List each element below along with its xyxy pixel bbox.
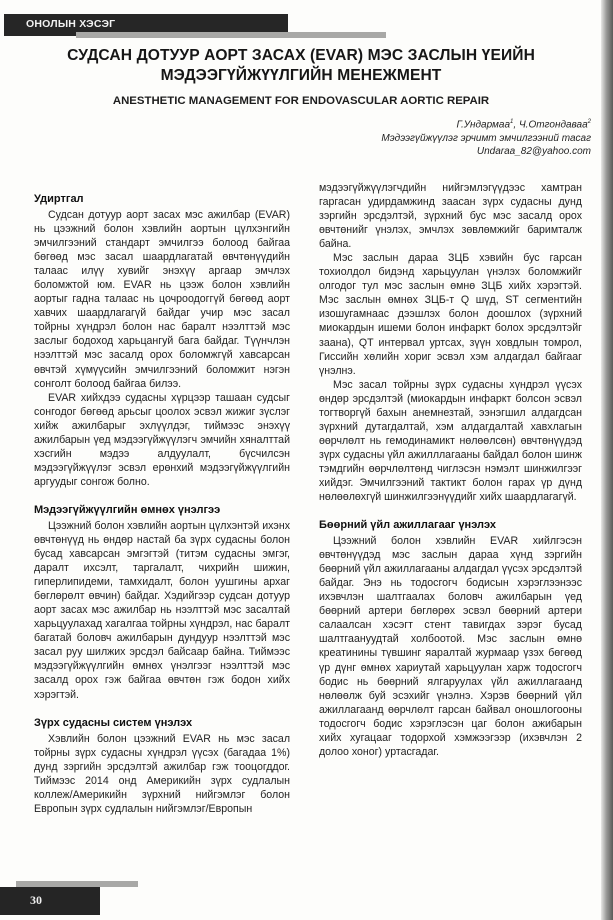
heading-renal-assessment: Бөөрний үйл ажиллагааг үнэлэх [319,519,497,532]
paragraph: Мэс засал тойрны зүрх судасны хүндрэл үүсэх өндөр эрсдэлтэй (миокардын инфаркт болсон эсвэл тогтворгүй бахын анемнезтай, ээнэгшил алдагдсан зүрхний дутагдалтай, хэм алдагдалтай хавхлагын өөрчлөлт нь гемодинамикт нөлөөлсөн) өвчтөнүүдэд зүрх судасны үйл ажилллагааны байдал болон шинж тэмдгийн өөрчлөлтөнд чиглэсэн нэмэлт шинжилгээг хийдэг. Эмчилгээний тактикт болон гарах үр дүнд нөлөөлөхгүй шинжилгээнүүдийг хийх шаардлагагүй. [319,378,582,504]
footer-bar [0,887,100,915]
left-column [34,192,290,816]
author-1: Г.Ундармаа [456,119,511,131]
article-subtitle: ANESTHETIC MANAGEMENT FOR ENDOVASCULAR AORTIC REPAIR [112,95,490,107]
author-names [271,116,591,132]
author-2-affiliation-mark: 2 [587,119,591,125]
author-block [271,116,591,159]
paragraph: Мэс заслын дараа ЗЦБ хэвийн бус гарсан тохиолдол бидэнд харьцуулан үнэлэх боломжийг олгодог тул мэс заслын өмнө ЗЦБ хийх хэрэгтэй. Мэс заслын өмнөх ЗЦБ-т Q шүд, ST сегментийн изошугамнаас дээшлэх болон доошлох (зүрхний миокардын ишеми болон инфаркт болох эрсдэлтэйг заана), QT интервал уртсах, зүүн ховдлын томрол, Гиссийн хөлийн хориг эсвэл хэм алдагдал байгааг үнэлнэ. [319,252,582,377]
right-column [319,181,582,759]
author-affiliation: Мэдээгүйжүүлэг эрчимт эмчилгээний тасаг [381,132,591,144]
heading-introduction: Удиртгал [34,193,84,205]
heading-preoperative-assessment: Мэдээгүйжүүлгийн өмнөх үнэлгээ [34,503,221,516]
page-binding-shadow [601,0,613,920]
paragraph: EVAR хийхдээ судасны хүрцээр ташаан судсыг сонгодог бөгөөд арьсыг цоолох эсвэл жижиг зүслэг хийж ажилбарыг эхлүүлдэг, тиймээс энэхүү ажилбарын үед мэдээгүйжүүлэгч эмчийн хяналттай хэсгийн мэдээ алдуулалт, бүсчилсэн мэдээгүйжүүлэг эсвэл ерөнхий мэдээгүйжүүлгийн аргуудыг сонгож болно. [34,391,290,488]
paragraph: Хэвлийн болон цээжний EVAR нь мэс засал тойрны зүрх судасны хүндрэл үүсэх (багадаа 1%) дунд зэргийн эрсдэлтэй ажилбар гэж тооцогддог. Тиймээс 2014 онд Америкийн зүрх судлалын коллеж/Америкийн зүрхний нийгэмлэг болон Европын зүрх судлалын нийгэмлэг/Европын [34,732,290,815]
paragraph: Цээжний болон хэвлийн аортын цүлхэнтэй ихэнх өвчтөнүүд нь өндөр настай ба зүрх судасны болон бусад хавсарсан эмгэгтэй (титэм судасны эмгэг, даралт ихсэлт, таргалалт, чихрийн шижин, гиперлипидеми, тамхидалт, болон уушгины архаг бөглөрөлт өвчин) байдаг. Хэдийгээр судсан дотуур аорт засах мэс ажилбар нь нээлттэй мэс засалтай харьцуулахад хагалгаа тойрны хүндрэл, нас баралт багатай боловч ажилбарын дундуур нээлттэй мэс засал руу шилжих эрсдэл байсаар байна. Тиймээс мэдээгүйжүүлгийн өмнөх үнэлгээг нээлттэй мэс засалд орох гэж байгаа өвчтөн гэж бодон хийх хэрэгтэй. [34,519,290,701]
author-1-affiliation-mark: 1 [510,119,514,125]
article-title: СУДСАН ДОТУУР АОРТ ЗАСАХ (EVAR) МЭС ЗАСЛЫН ҮЕИЙН МЭДЭЭГҮЙЖҮҮЛГИЙН МЕНЕЖМЕНТ [67,47,535,84]
paragraph: Цээжний болон хэвлийн EVAR хийлгэсэн өвчтөнүүдэд мэс заслын дараа хүнд зэргийн бөөрний үйл ажиллагааны алдагдал үүсэх эрсдэлтэй байдаг. Энэ нь тодосгогч бодисын хэрэглээнээс ихэвчлэн шалтгаалах боловч ажилбарын үед бөөрний артери бөглөрөх эсвэл бөөрний артери салаалсан хэсэгт стент тавигдах зэрэг бусад шалтгаануудтай холбоотой. Мэс заслын өмнө креатинины түвшинг яаралтай журмаар үзэх бөгөөд үр дүнг өмнөх хариутай харьцуулан харж тодосгогч бодис нь бөөрний ялгаруулах үйл ажиллагаанд нөлөөлж буй эсэхийг үнэлнэ. Хэрэв бөөрний үйл ажиллагаанд өөрчлөлт гарсан байвал оношлогооны тодосгогч бодис хэрэглэсэн цаг болон ажибарын хийх хугацааг тодорхой хэмжээгээр (ихэвчлэн 2 долоо хоног) уртасгадаг. [319,535,582,758]
section-header-accent [76,32,386,38]
author-email[interactable]: Undaraa_82@yahoo.com [476,146,591,158]
paragraph: Судсан дотуур аорт засах мэс ажилбар (EVAR) нь цээжний болон хэвлийн аортын цүлхэнгийн эмчилгээний стандарт эмчилгээ болоод байгаа бөгөөд мэс засал шаардлагатай өвчтөнүүдийн талаас илүү хувийг энэхүү аргаар эмчлэх боломжтой юм. EVAR нь цээж болон хэвлийн аортыг гадна талаас нь цочроодоггүй бөгөөд аорт хавчих шаардлагагүй байдаг учир мэс засал тойрны хүндрэл болон нас баралт нээлттэй мэс заслыг бодоход харьцангуй бага байдаг. Түүнчлэн нээлттэй мэс засалд орох боломжгүй хавсарсан өвчтэй хүмүүсийн эмчилгээний боломжит нэгэн сонголт болоод байгаа билээ. [34,209,290,390]
heading-cardiovascular-assessment: Зүрх судасны систем үнэлэх [34,716,193,729]
section-label: ОНОЛЫН ХЭСЭГ [26,18,116,30]
paragraph-continued: мэдээгүйжүүлэгчдийн нийгэмлэгүүдээс хамтран гаргасан удирдамжинд заасан зүрх судасны дунд зэргийн эрсдэлтэй, зүрхний бус мэс засалд орох өвчтөнийг үнэлэх, эмчлэх зөвлөмжийг баримталж байна. [319,182,582,251]
author-2: Ч.Отгондаваа [518,119,588,131]
author-separator: , [513,119,519,131]
page-number: 30 [30,893,42,907]
